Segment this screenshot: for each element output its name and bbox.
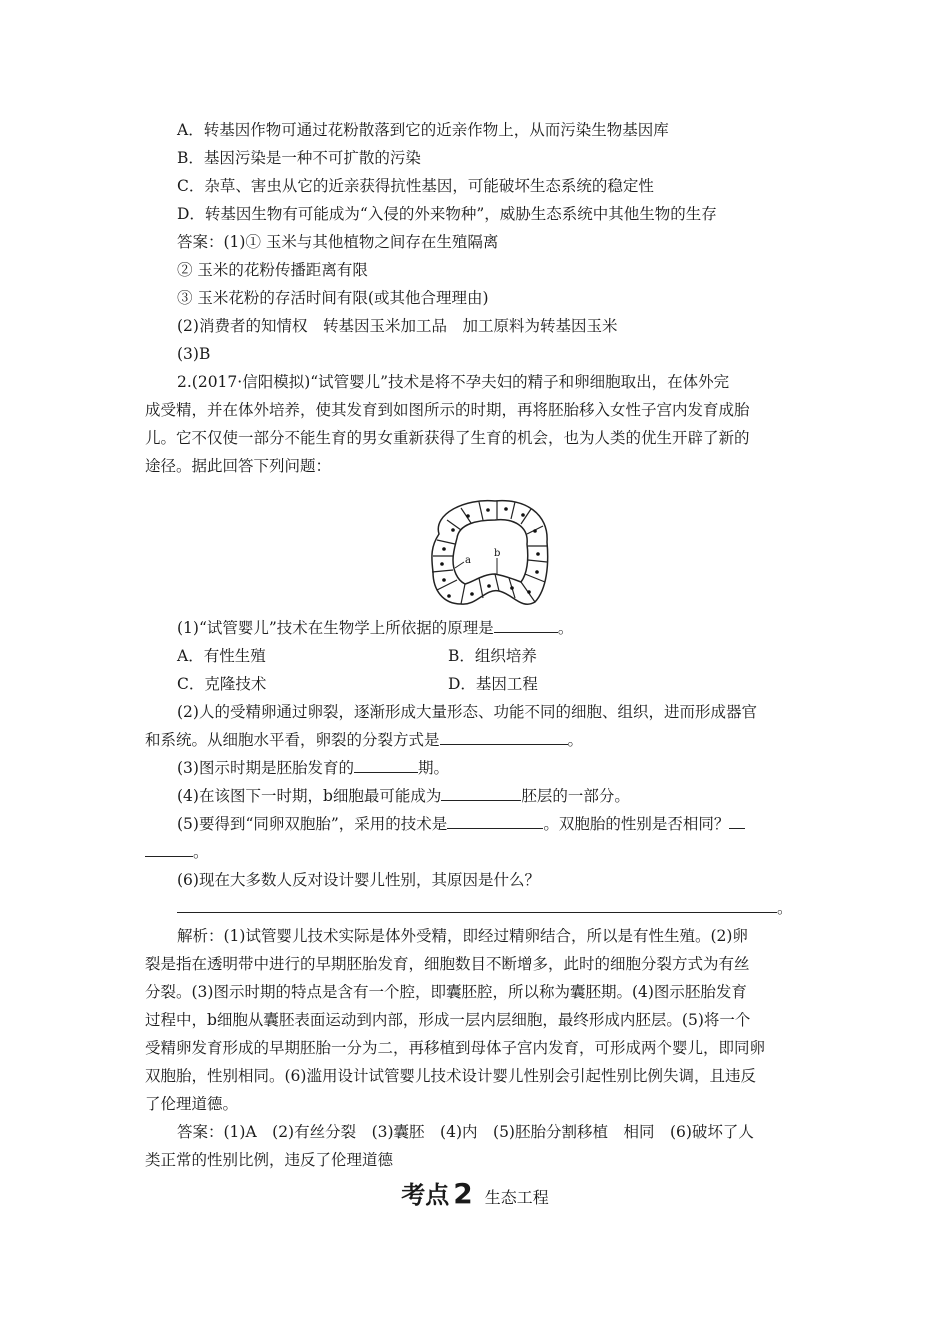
analysis-line3: 分裂。(3)图示时期的特点是含有一个腔，即囊胚腔，所以称为囊胚期。(4)图示胚胎发育 — [145, 983, 747, 1001]
q2-sub6-end: 。 — [777, 899, 793, 917]
q2-sub6: (6)现在大多数人反对设计婴儿性别，其原因是什么？ — [177, 871, 540, 889]
option-a: A．转基因作物可通过花粉散落到它的近亲作物上，从而污染生物基因库 — [177, 121, 669, 139]
q2-sub2-line1: (2)人的受精卵通过卵裂，逐渐形成大量形态、功能不同的细胞、组织，进而形成器官 — [177, 703, 757, 721]
q2-sub5-line2 — [145, 840, 209, 864]
answer-blank — [440, 728, 568, 745]
answer1-line3: ③ 玉米花粉的存活时间有限(或其他合理理由) — [177, 289, 489, 307]
answer-blank — [441, 784, 521, 801]
answer-blank — [145, 840, 193, 857]
q2-intro-line1: 2.(2017·信阳模拟)“试管婴儿”技术是将不孕夫妇的精子和卵细胞取出，在体外完 — [177, 373, 730, 391]
analysis-line1: 解析：(1)试管婴儿技术实际是体外受精，即经过精卵结合，所以是有性生殖。(2)卵 — [177, 927, 748, 945]
answer1-line5: (3)B — [177, 345, 211, 363]
section-heading-label: 考点 — [401, 1181, 450, 1209]
q2-sub4-text: (4)在该图下一时期，b细胞最可能成为 — [177, 787, 442, 805]
section-heading-number: 2 — [453, 1177, 473, 1210]
analysis-line6: 双胞胎，性别相同。(6)滥用设计试管婴儿技术设计婴儿性别会引起性别比例失调，且违反 — [145, 1067, 756, 1085]
q2-sub5-line1 — [177, 812, 745, 836]
q2-intro-line4: 途径。据此回答下列问题： — [145, 457, 332, 475]
q2-sub5-text: (5)要得到“同卵双胞胎”，采用的技术是 — [177, 815, 448, 833]
analysis-line2: 裂是指在透明带中进行的早期胚胎发育，细胞数目不断增多，此时的细胞分裂方式为有丝 — [145, 955, 750, 973]
section-heading — [0, 1175, 950, 1210]
q2-intro-line2: 成受精，并在体外培养，使其发育到如图所示的时期，再将胚胎移入女性子宫内发育成胎 — [145, 401, 750, 419]
q2-sub1 — [177, 616, 573, 640]
answer-blank — [494, 616, 558, 633]
analysis-line4: 过程中，b细胞从囊胚表面运动到内部，形成一层内层细胞，最终形成内胚层。(5)将一个 — [145, 1011, 751, 1029]
q2-sub6-answer-line — [177, 896, 793, 920]
blastocyst-figure — [425, 494, 555, 610]
option-d: D．转基因生物有可能成为“入侵的外来物种”，威胁生态系统中其他生物的生存 — [177, 205, 717, 223]
q2-sub4 — [177, 784, 630, 808]
q2-sub5-end: 。 — [193, 843, 209, 861]
q2-option-a: A．有性生殖 — [177, 647, 266, 665]
q2-sub5-mid: 。双胞胎的性别是否相同？ — [543, 815, 730, 833]
q2-sub2-line2 — [145, 728, 583, 752]
answer2-line2: 类正常的性别比例，违反了伦理道德 — [145, 1151, 394, 1169]
answer1-line2: ② 玉米的花粉传播距离有限 — [177, 261, 368, 279]
q2-intro-line3: 儿。它不仅使一部分不能生育的男女重新获得了生育的机会，也为人类的优生开辟了新的 — [145, 429, 750, 447]
q2-option-c: C．克隆技术 — [177, 675, 267, 693]
section-heading-title: 生态工程 — [484, 1188, 549, 1207]
answer-blank — [447, 812, 543, 829]
q2-sub4-end: 胚层的一部分。 — [521, 787, 630, 805]
answer1-line4: (2)消费者的知情权 转基因玉米加工品 加工原料为转基因玉米 — [177, 317, 618, 335]
figure-label-b: b — [494, 548, 501, 559]
q2-sub1-text: (1)“试管婴儿”技术在生物学上所依据的原理是 — [177, 619, 494, 637]
q2-sub1-end: 。 — [557, 619, 574, 637]
q2-sub2-text: 和系统。从细胞水平看，卵裂的分裂方式是 — [145, 731, 440, 749]
q2-option-d: D．基因工程 — [448, 675, 538, 693]
option-c: C．杂草、害虫从它的近亲获得抗性基因，可能破坏生态系统的稳定性 — [177, 177, 654, 195]
analysis-line5: 受精卵发育形成的早期胚胎一分为二，再移植到母体子宫内发育，可形成两个婴儿，即同卵 — [145, 1039, 766, 1057]
q2-sub3-end: 期。 — [417, 759, 449, 777]
q2-sub3 — [177, 756, 449, 780]
answer-blank — [729, 812, 745, 829]
q2-sub3-text: (3)图示时期是胚胎发育的 — [177, 759, 354, 777]
option-b: B．基因污染是一种不可扩散的污染 — [177, 149, 421, 167]
analysis-line7: 了伦理道德。 — [145, 1095, 239, 1113]
figure-label-a: a — [465, 555, 471, 566]
answer-blank — [354, 756, 418, 773]
answer-blank — [177, 896, 777, 913]
answer1-line1: 答案：(1)① 玉米与其他植物之间存在生殖隔离 — [177, 233, 499, 251]
answer2-line1: 答案：(1)A (2)有丝分裂 (3)囊胚 (4)内 (5)胚胎分割移植 相同 (6)破坏了人 — [177, 1123, 754, 1141]
q2-sub2-end: 。 — [567, 731, 584, 749]
q2-option-b: B．组织培养 — [448, 647, 537, 665]
